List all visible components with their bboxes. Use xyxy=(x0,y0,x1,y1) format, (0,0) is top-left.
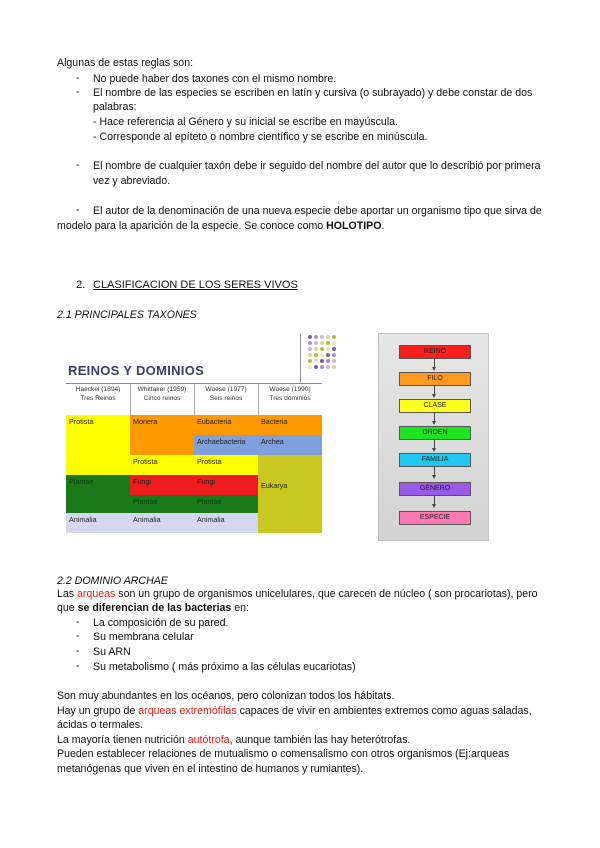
cell-animalia: Animalia xyxy=(194,513,258,533)
rules-intro: Algunas de estas reglas son: xyxy=(57,57,194,69)
cell-monera: Monera xyxy=(130,415,194,455)
difference-item: Su ARN xyxy=(93,646,131,658)
grid-dot xyxy=(332,353,336,357)
grid-dot xyxy=(326,335,330,339)
text: Hay un grupo de xyxy=(57,705,139,717)
grid-dot xyxy=(332,347,336,351)
header-desc: Cinco reinos xyxy=(143,395,181,402)
grid-dot xyxy=(308,365,312,369)
cell-archea: Archea xyxy=(258,435,322,455)
grid-dot xyxy=(308,353,312,357)
cell-plantae: Plantae xyxy=(66,475,130,513)
cell-fungi: Fungi xyxy=(130,475,194,495)
list-bullet: - xyxy=(76,645,80,657)
taxon-reino: REINO xyxy=(399,345,471,359)
text: , aunque también las hay heterótrofas. xyxy=(229,734,411,746)
arrow-down-icon xyxy=(434,440,435,449)
taxon-especie: ESPECIE xyxy=(399,511,471,525)
archae-p5-line-1: Pueden establecer relaciones de mutualismo o comensalismo con otros organismos (Ej:arqueas xyxy=(57,748,510,760)
rule-4-line-1: El autor de la denominación de una nueva especie debe aportar un organismo tipo que sirva de xyxy=(93,205,542,217)
grid-dot xyxy=(314,365,318,369)
list-bullet: - xyxy=(76,159,80,171)
list-bullet: - xyxy=(76,630,80,642)
highlight-autotrofa: autótrofa xyxy=(187,734,230,746)
rule-4-period: . xyxy=(381,220,385,232)
text: Las xyxy=(57,588,78,600)
cell-fungi: Fungi xyxy=(194,475,258,495)
header-desc: Seis reinos xyxy=(209,395,243,402)
header-whittaker xyxy=(130,385,194,403)
section-title: CLASIFICACION DE LOS SERES VIVOS xyxy=(93,279,298,291)
header-author: Woese (1990) xyxy=(269,386,311,393)
cell-animalia: Animalia xyxy=(130,513,194,533)
cell-bacteria: Bacteria xyxy=(258,415,322,435)
grid-dot xyxy=(332,341,336,345)
rule-2-sub-1: - Hace referencia al Género y su inicial se escribe en mayúscula. xyxy=(93,116,399,128)
rule-2-sub-2: - Corresponde al epíteto o nombre científico y se escribe en minúscula. xyxy=(93,131,428,143)
grid-dot xyxy=(314,341,318,345)
grid-dot xyxy=(326,347,330,351)
section-number: 2. xyxy=(76,279,86,291)
list-bullet: - xyxy=(76,616,80,628)
arrow-down-icon xyxy=(434,413,435,422)
highlight-arqueas: arqueas xyxy=(77,588,116,600)
arrow-down-icon xyxy=(434,496,435,505)
taxon-orden: ORDEN xyxy=(399,426,471,440)
grid-dot xyxy=(320,359,324,363)
grid-dot xyxy=(314,359,318,363)
grid-dot xyxy=(332,335,336,339)
list-bullet: - xyxy=(76,72,80,84)
text: La mayoría tienen nutrición xyxy=(57,734,188,746)
arrow-down-icon xyxy=(434,359,435,368)
grid-dot xyxy=(308,341,312,345)
taxon-familia: FAMILIA xyxy=(399,453,471,467)
difference-item: Su membrana celular xyxy=(93,631,194,643)
figure-title: REINOS Y DOMINIOS xyxy=(68,363,205,378)
cell-protista: Protista xyxy=(130,455,194,475)
highlight-extremofilas: arqueas extremófilas xyxy=(138,705,237,717)
header-separator xyxy=(194,383,195,415)
text: capaces de vivir en ambientes extremos como aguas saladas, xyxy=(236,705,532,717)
arrow-down-icon xyxy=(434,386,435,395)
grid-dot xyxy=(326,365,330,369)
grid-dot xyxy=(320,353,324,357)
taxon-genero: GÉNERO xyxy=(399,482,471,496)
header-author: Haeckel (1894) xyxy=(75,386,121,393)
cell-eubacteria: Eubacteria xyxy=(194,415,258,435)
archae-p3-line-2: ácidas o termales. xyxy=(57,719,143,731)
list-bullet: - xyxy=(76,660,80,672)
cell-plantae: Plantae xyxy=(194,495,258,513)
grid-dot xyxy=(314,353,318,357)
grid-dot xyxy=(326,359,330,363)
rule-3-line-2: vez y abreviado. xyxy=(93,175,171,187)
grid-dot xyxy=(320,341,324,345)
cell-protista: Protista xyxy=(194,455,258,475)
grid-dot xyxy=(320,347,324,351)
rule-4-line-2 xyxy=(57,219,384,233)
rule-1: No puede haber dos taxones con el mismo nombre. xyxy=(93,73,337,85)
archae-p1-line-1 xyxy=(57,587,538,601)
cell-animalia: Animalia xyxy=(66,513,130,533)
grid-dot xyxy=(320,335,324,339)
difference-item: Su metabolismo ( más próximo a las células eucariotas) xyxy=(93,661,356,673)
archae-p2: Son muy abundantes en los océanos, pero colonizan todos los hábitats. xyxy=(57,690,395,702)
subsection-title: 2.1 PRINCIPALES TAXONES xyxy=(57,309,197,321)
holotipo-term: HOLOTIPO xyxy=(326,220,382,232)
taxa-hierarchy-figure xyxy=(378,333,489,541)
difference-item: La composición de su pared. xyxy=(93,617,229,629)
archae-p3-line-1 xyxy=(57,704,532,718)
grid-dot xyxy=(326,341,330,345)
list-bullet: - xyxy=(76,86,80,98)
grid-dot xyxy=(308,347,312,351)
list-bullet: - xyxy=(76,204,80,216)
header-woese-1990 xyxy=(258,385,322,403)
rule-2-line-2: palabras: xyxy=(93,101,137,113)
cell-protista: Protista xyxy=(66,415,130,475)
header-author: Whittaker (1959) xyxy=(137,386,187,393)
bold-phrase: se diferencian de las bacterias xyxy=(77,602,232,614)
taxon-filo: FILO xyxy=(399,372,471,386)
archae-p5-line-2: metanógenas que viven en el intestino de humanos y rumiantes). xyxy=(57,763,364,775)
grid-dot xyxy=(326,353,330,357)
text: que xyxy=(57,602,78,614)
text: en: xyxy=(231,602,249,614)
header-desc: Tres Reinos xyxy=(80,395,116,402)
rule-2-line-1: El nombre de las especies se escriben en latín y cursiva (o subrayado) y debe constar de dos xyxy=(93,87,533,99)
cell-plantae: Plantae xyxy=(130,495,194,513)
grid-dot xyxy=(314,347,318,351)
header-separator xyxy=(258,383,259,415)
grid-dot xyxy=(314,335,318,339)
grid-dot xyxy=(308,359,312,363)
header-haeckel xyxy=(66,385,130,403)
text: son un grupo de organismos unicelulares, que carecen de núcleo ( son procariotas), pero xyxy=(115,588,538,600)
header-author: Woese (1977) xyxy=(205,386,247,393)
taxon-clase: CLASE xyxy=(399,399,471,413)
arrow-down-icon xyxy=(434,467,435,476)
cell-eukarya: Eukarya xyxy=(258,455,322,533)
cell-archaebacteria: Archaebacteria xyxy=(194,435,258,455)
archae-p4 xyxy=(57,733,410,747)
grid-dot xyxy=(308,335,312,339)
reinos-dominios-figure xyxy=(64,333,334,541)
archae-p1-line-2 xyxy=(57,601,249,615)
header-desc: Tres dominios xyxy=(269,395,311,402)
rule-3-line-1: El nombre de cualquier taxón debe ir seguido del nombre del autor que lo describió por primera xyxy=(93,160,541,172)
rule-4-text: modelo para la aparición de la especie. Se conoce como xyxy=(57,220,327,232)
grid-dot xyxy=(332,365,336,369)
header-woese-1977 xyxy=(194,385,258,403)
divider-line xyxy=(300,333,301,383)
subsection-title: 2.2 DOMINIO ARCHAE xyxy=(57,575,168,587)
grid-dot xyxy=(332,359,336,363)
grid-dot xyxy=(320,365,324,369)
header-separator xyxy=(130,383,131,415)
